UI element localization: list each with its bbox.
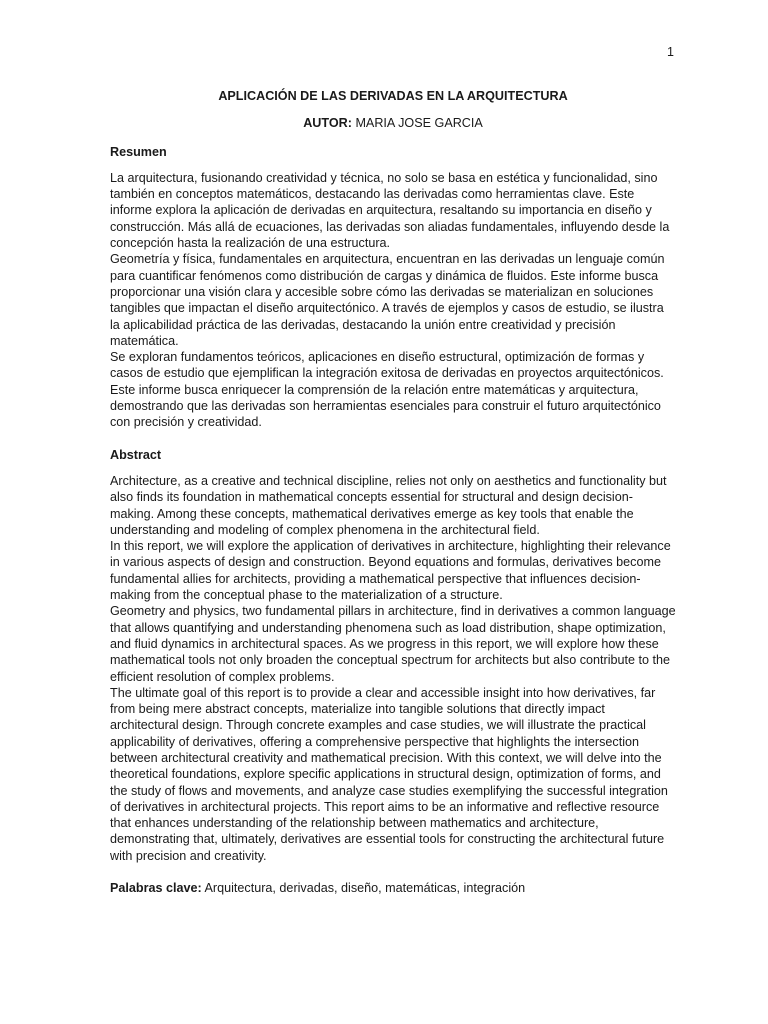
author-label: AUTOR: [303,116,352,131]
abstract-paragraph-3: Geometry and physics, two fundamental pillars in architecture, find in derivatives a common language that allows quantifying and understanding phenomena such as load distribution, shape optimization, and fluid dynamics in architectural spaces. As we progress in this report, we will explore how these mathematical tools not only broaden the conceptual spectrum for architects but also contribute to the efficient resolution of complex problems. [110,604,676,684]
resumen-section [110,144,676,431]
resumen-paragraph-2: Geometría y física, fundamentales en arquitectura, encuentran en las derivadas un lenguaje común para cuantificar fenómenos como distribución de cargas y dinámica de fluidos. Este informe busca proporcionar una visión clara y accesible sobre cómo las derivadas se materializan en soluciones tangibles que impactan el diseño arquitectónico. A través de ejemplos y casos de estudio, se ilustra la aplicabilidad práctica de las derivadas, destacando la unión entre creatividad y precisión matemática. [110,252,665,348]
abstract-paragraph-4: The ultimate goal of this report is to provide a clear and accessible insight into how derivatives, far from being mere abstract concepts, materialize into tangible solutions that directly impact architectural design. Through concrete examples and case studies, we will illustrate the practical applicability of derivatives, offering a comprehensive perspective that highlights the intersection between architectural creativity and mathematical precision. With this context, we will delve into the theoretical foundations, explore specific applications in structural design, optimization of forms, and the study of flows and movements, and analyze case studies exemplifying the successful integration of derivatives in architectural projects. This report aims to be an informative and reflective resource that enhances understanding of the relationship between mathematics and architecture, demonstrating that, ultimately, derivatives are essential tools for constructing the architectural future with precision and creativity. [110,685,668,863]
page-number: 1 [667,45,674,59]
keywords-line [110,880,676,896]
keywords-label: Palabras clave: [110,881,202,896]
document-body [110,88,676,896]
abstract-paragraph-1: Architecture, as a creative and technical discipline, relies not only on aesthetics and functionality but also finds its foundation in mathematical concepts essential for structural and design decision-making. Among these concepts, mathematical derivatives emerge as key tools that enable the understanding and modeling of complex phenomena in the architectural field. [110,473,667,537]
keywords-value: Arquitectura, derivadas, diseño, matemáticas, integración [204,881,526,896]
author-name: MARIA JOSE GARCIA [355,116,483,131]
document-title: APLICACIÓN DE LAS DERIVADAS EN LA ARQUITECTURA [218,89,568,103]
resumen-paragraph-3: Se exploran fundamentos teóricos, aplicaciones en diseño estructural, optimización de formas y casos de estudio que ejemplifican la integración exitosa de derivadas en proyectos arquitectónicos. Este informe busca enriquecer la comprensión de la relación entre matemáticas y arquitectura, demostrando que las derivadas son herramientas esenciales para construir el futuro arquitectónico con precisión y creatividad. [110,350,664,430]
abstract-heading: Abstract [110,447,162,462]
resumen-heading: Resumen [110,144,167,159]
abstract-section [110,447,676,864]
resumen-paragraph-1: La arquitectura, fusionando creatividad y técnica, no solo se basa en estética y funcionalidad, sino también en conceptos matemáticos, destacando las derivadas como herramientas clave. Este informe explora la aplicación de derivadas en arquitectura, resaltando su importancia en diseño y construcción. Más allá de ecuaciones, las derivadas son aliadas fundamentales, influyendo desde la concepción hasta la realización de una estructura. [110,170,670,251]
author-line [110,115,676,131]
abstract-paragraph-2: In this report, we will explore the application of derivatives in architecture, highlighting their relevance in various aspects of design and construction. Beyond equations and formulas, derivatives become fundamental allies for architects, providing a mathematical perspective that influences decision-making from the conceptual phase to the materialization of a structure. [110,539,671,603]
